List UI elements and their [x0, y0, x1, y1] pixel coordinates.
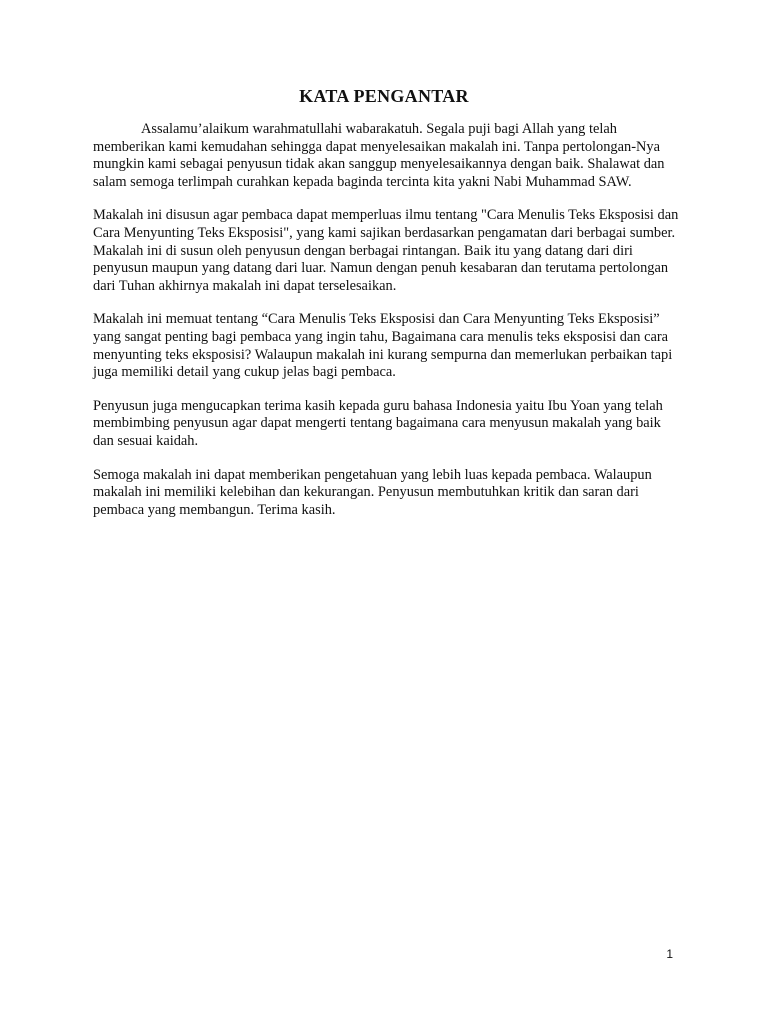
document-body	[93, 121, 685, 535]
paragraph-closing: Semoga makalah ini dapat memberikan pengetahuan yang lebih luas kepada pembaca. Walaupun makalah ini memiliki kelebihan dan kekurangan. Penyusun membutuhkan kritik dan saran dari pembaca yang membangun. Terima kasih.	[93, 466, 652, 518]
paragraph-thanks: Penyusun juga mengucapkan terima kasih kepada guru bahasa Indonesia yaitu Ibu Yoan yang telah membimbing penyusun agar dapat mengerti tentang bagaimana cara menyusun makalah yang baik dan sesuai kaidah.	[93, 397, 663, 449]
paragraph-purpose: Makalah ini disusun agar pembaca dapat memperluas ilmu tentang "Cara Menulis Teks Eksposisi dan Cara Menyunting Teks Eksposisi", yang kami sajikan berdasarkan pengamatan dari berbagai sumber. Makalah ini di susun oleh penyusun dengan berbagai rintangan. Baik itu yang datang dari diri penyusun maupun yang datang dari luar. Namun dengan penuh kesabaran dan terutama pertolongan dari Tuhan akhirnya makalah ini dapat terselesaikan.	[93, 207, 679, 294]
paragraph-greeting: Assalamu’alaikum warahmatullahi wabarakatuh. Segala puji bagi Allah yang telah memberikan kami kemudahan sehingga dapat menyelesaikan makalah ini. Tanpa pertolongan-Nya mungkin kami sebagai penyusun tidak akan sanggup menyelesaikannya dengan baik. Shalawat dan salam semoga terlimpah curahkan kepada baginda tercinta kita yakni Nabi Muhammad SAW.	[93, 121, 665, 190]
page-number: 1	[666, 947, 673, 961]
paragraph-content: Makalah ini memuat tentang “Cara Menulis Teks Eksposisi dan Cara Menyunting Teks Eksposisi” yang sangat penting bagi pembaca yang ingin tahu, Bagaimana cara menulis teks eksposisi dan cara menyunting teks eksposisi? Walaupun makalah ini kurang sempurna dan memerlukan perbaikan tapi juga memiliki detail yang cukup jelas bagi pembaca.	[93, 311, 673, 381]
page-title: KATA PENGANTAR	[299, 86, 469, 106]
